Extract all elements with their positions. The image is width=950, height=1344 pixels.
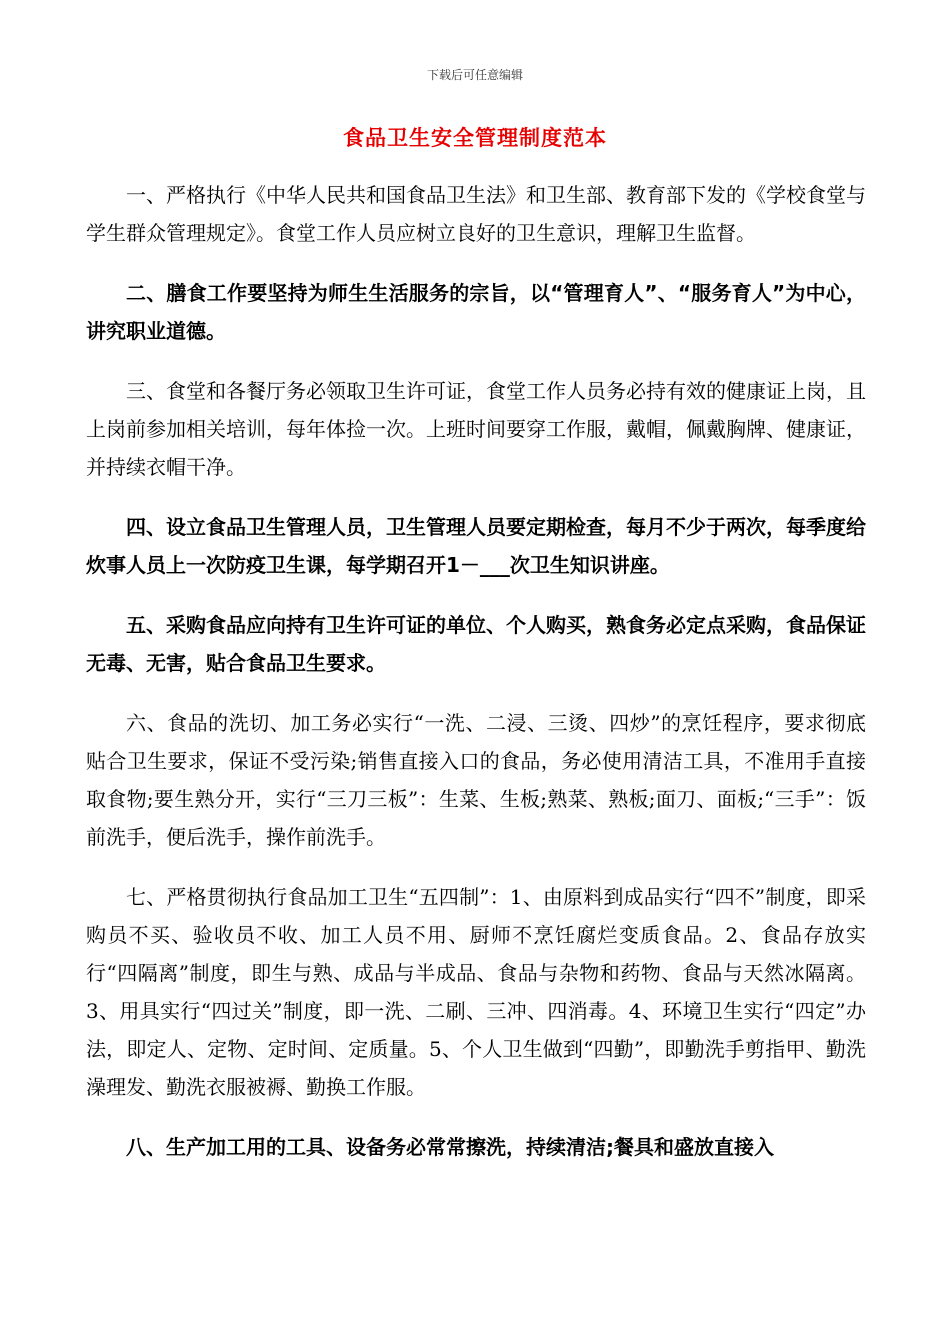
- document-body: [86, 176, 866, 1188]
- paragraph-8: 八、生产加工用的工具、设备务必常常擦洗，持续清洁;餐具和盛放直接入: [126, 1135, 774, 1159]
- paragraph-4: 四、设立食品卫生管理人员，卫生管理人员要定期检查，每月不少于两次，每季度给炊事人员上一次防疫卫生课，每学期召开1－___次卫生知识讲座。: [86, 515, 866, 577]
- paragraph-6: 六、食品的洗切、加工务必实行“一洗、二浸、三烫、四炒”的烹饪程序，要求彻底贴合卫生要求，保证不受污染;销售直接入口的食品，务必使用清洁工具，不准用手直接取食物;要生熟分开，实行“三刀三板”：生菜、生板;熟菜、熟板;面刀、面板;“三手”：饭前洗手，便后洗手，操作前洗手。: [86, 711, 866, 849]
- paragraph-5: 五、采购食品应向持有卫生许可证的单位、个人购买，熟食务必定点采购，食品保证无毒、无害，贴合食品卫生要求。: [86, 613, 866, 675]
- paragraph-7: 七、严格贯彻执行食品加工卫生“五四制”：1、由原料到成品实行“四不”制度，即采购员不买、验收员不收、加工人员不用、厨师不烹饪腐烂变质食品。2、食品存放实行“四隔离”制度，即生与熟、成品与半成品、食品与杂物和药物、食品与天然冰隔离。3、用具实行“四过关”制度，即一洗、二刷、三冲、四消毒。4、环境卫生实行“四定”办法，即定人、定物、定时间、定质量。5、个人卫生做到“四勤”，即勤洗手剪指甲、勤洗澡理发、勤洗衣服被褥、勤换工作服。: [86, 885, 866, 1099]
- paragraph-2: 二、膳食工作要坚持为师生生活服务的宗旨，以“管理育人”、“服务育人”为中心，讲究职业道德。: [86, 281, 866, 343]
- header-note: 下载后可任意编辑: [426, 68, 523, 82]
- paragraph-1: 一、严格执行《中华人民共和国食品卫生法》和卫生部、教育部下发的《学校食堂与学生群众管理规定》。食堂工作人员应树立良好的卫生意识，理解卫生监督。: [86, 183, 866, 245]
- document-title: 食品卫生安全管理制度范本: [343, 126, 607, 150]
- paragraph-3: 三、食堂和各餐厅务必领取卫生许可证，食堂工作人员务必持有效的健康证上岗，且上岗前参加相关培训，每年体捡一次。上班时间要穿工作服，戴帽，佩戴胸牌、健康证，并持续衣帽干净。: [86, 379, 866, 479]
